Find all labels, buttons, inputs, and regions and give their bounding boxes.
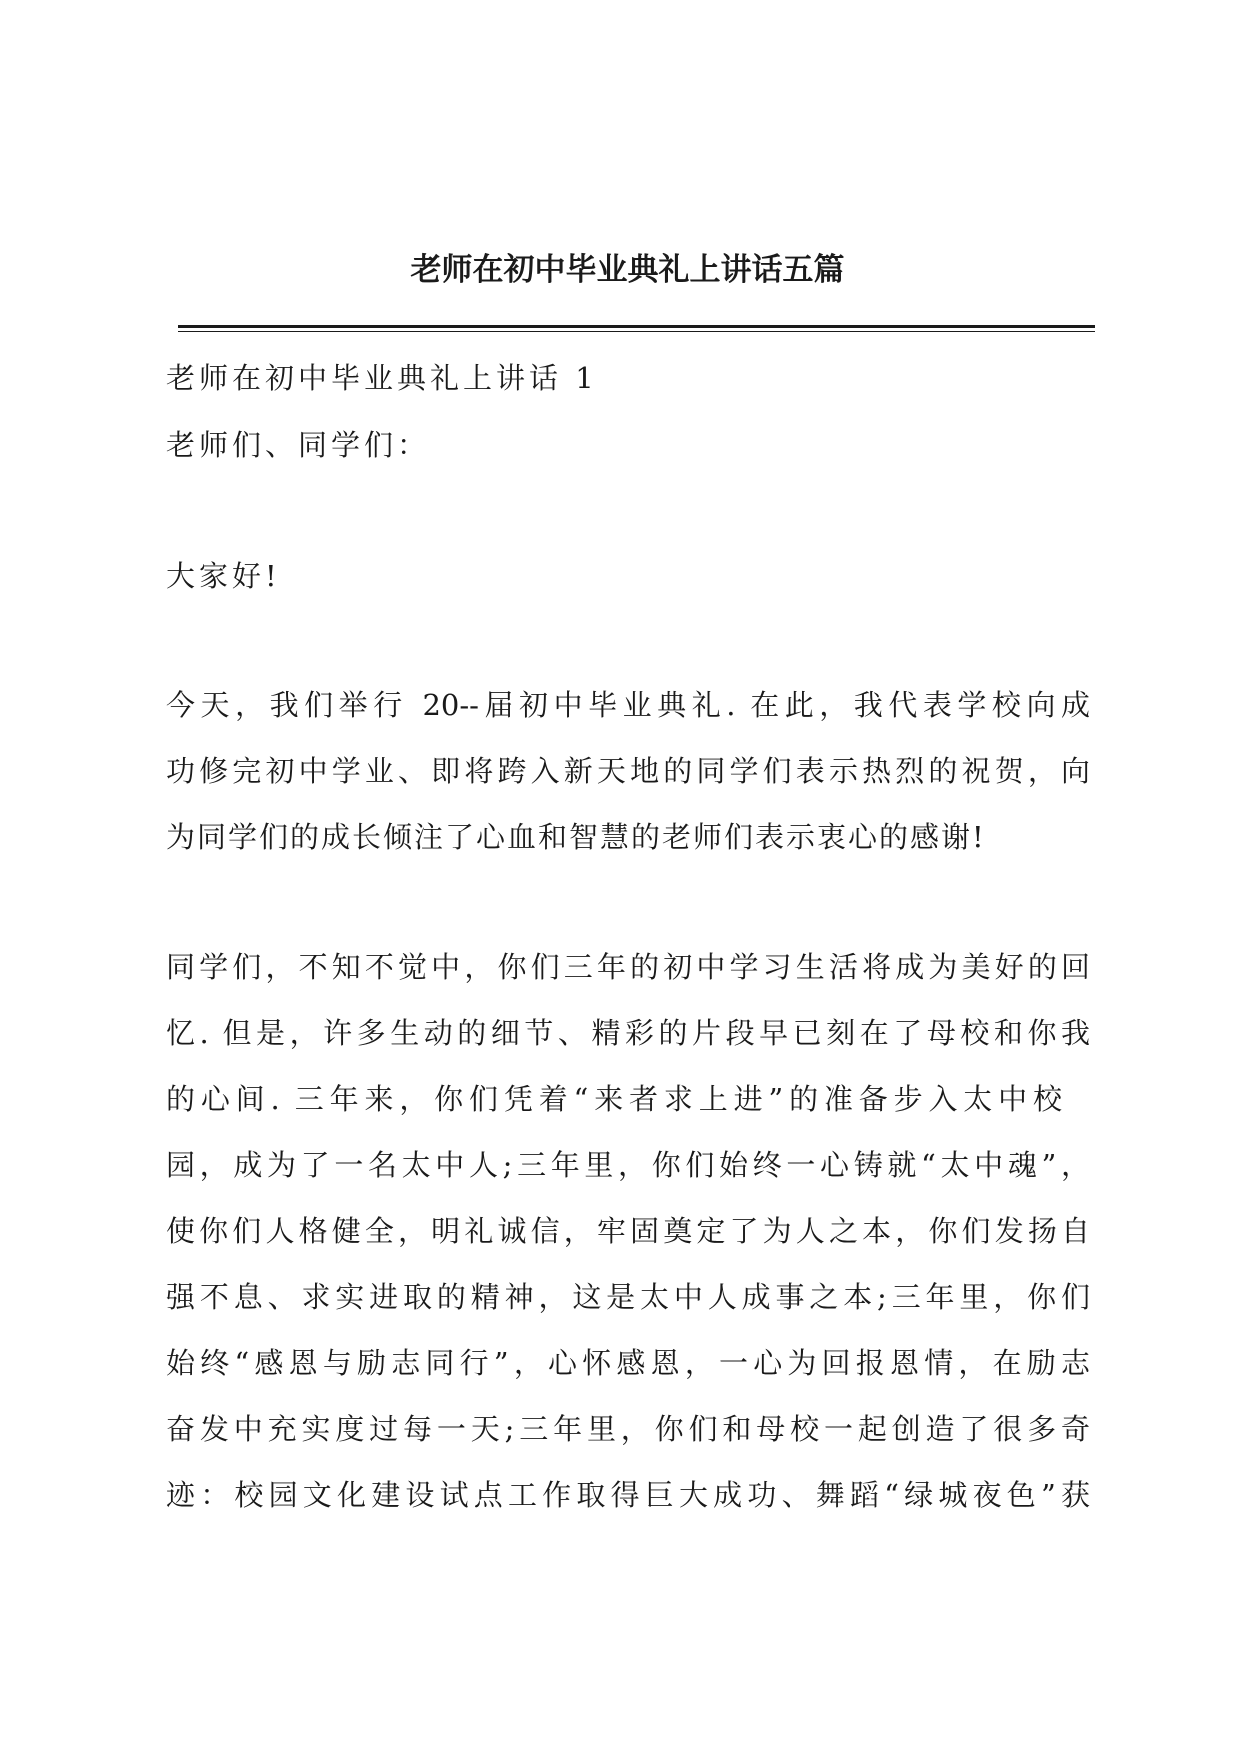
paragraph-line: 忆. 但是，许多生动的细节、精彩的片段早已刻在了母校和你我 [166, 1016, 1090, 1050]
paragraph-line: 为同学们的成长倾注了心血和智慧的老师们表示衷心的感谢! [166, 820, 986, 854]
paragraph-line: 功修完初中学业、即将跨入新天地的同学们表示热烈的祝贺，向 [166, 754, 1090, 788]
paragraph-line: 的心间. 三年来，你们凭着“来者求上进”的准备步入太中校 [166, 1082, 1062, 1116]
paragraph-line: 始终“感恩与励志同行”，心怀感恩，一心为回报恩情，在励志 [166, 1346, 1090, 1380]
paragraph-line: 奋发中充实度过每一天;三年里，你们和母校一起创造了很多奇 [166, 1412, 1090, 1446]
title-rule-thin [178, 331, 1095, 332]
salutation: 老师们、同学们： [166, 428, 431, 462]
section-heading: 老师在初中毕业典礼上讲话 1 [166, 361, 598, 395]
greeting: 大家好! [166, 559, 281, 593]
paragraph-line: 迹：校园文化建设试点工作取得巨大成功、舞蹈“绿城夜色”获 [166, 1478, 1090, 1512]
paragraph-line: 同学们，不知不觉中，你们三年的初中学习生活将成为美好的回 [166, 950, 1090, 984]
paragraph-line: 今天，我们举行 20--届初中毕业典礼. 在此，我代表学校向成 [166, 688, 1090, 722]
document-title: 老师在初中毕业典礼上讲话五篇 [410, 252, 845, 288]
title-rule-thick [178, 325, 1095, 328]
paragraph-line: 园，成为了一名太中人;三年里，你们始终一心铸就“太中魂”， [166, 1148, 1090, 1182]
paragraph-line: 强不息、求实进取的精神，这是太中人成事之本;三年里，你们 [166, 1280, 1090, 1314]
paragraph-line: 使你们人格健全，明礼诚信，牢固奠定了为人之本，你们发扬自 [166, 1214, 1090, 1248]
